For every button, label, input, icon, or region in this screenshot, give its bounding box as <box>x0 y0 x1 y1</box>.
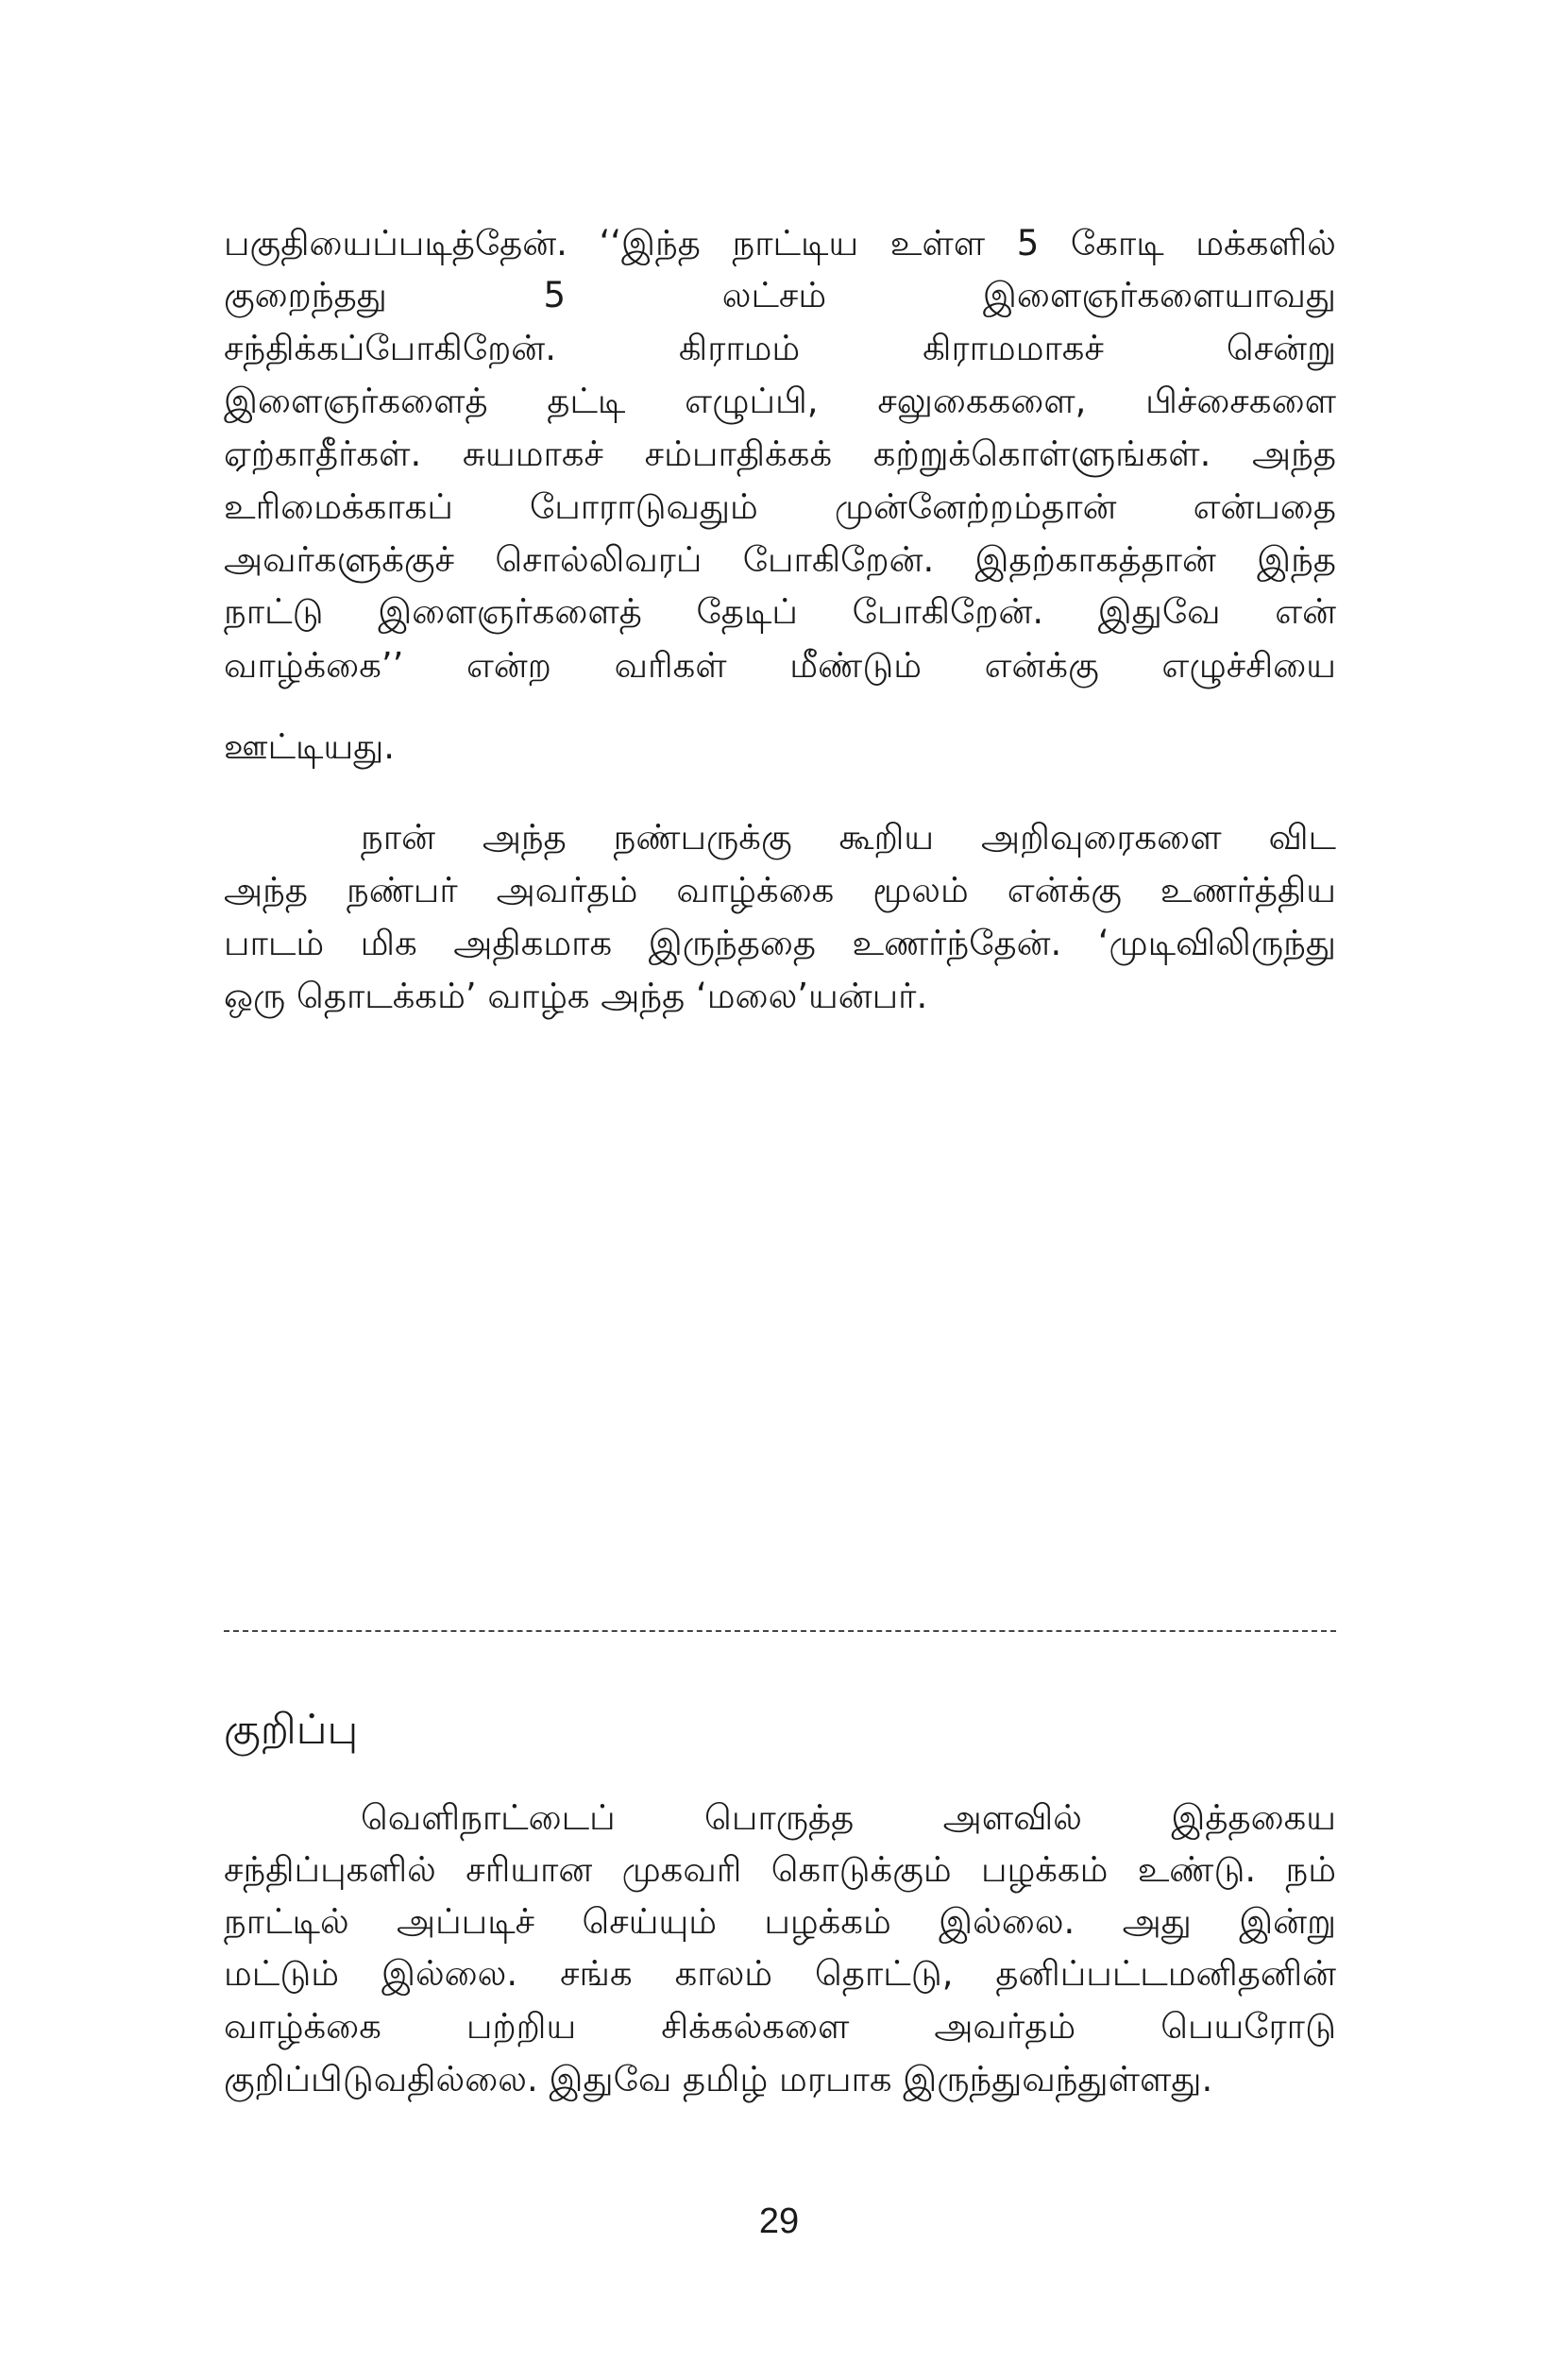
paragraph-line: குறிப்பிடுவதில்லை. இதுவே தமிழ் மரபாக இருந்துவந்துள்ளது. <box>224 2059 1213 2100</box>
paragraph-line: வாழ்க்கை’’ என்ற வரிகள் மீண்டும் என்க்கு எழுச்சியை <box>224 645 1336 686</box>
paragraph-line: மட்டும் இல்லை. சங்க காலம் தொட்டு, தனிப்பட்டமனிதனின் <box>224 1953 1336 1994</box>
paragraph-line: சந்திக்கப்போகிறேன். கிராமம் கிராமமாகச் சென்று <box>224 328 1336 368</box>
paragraph-line: ஏற்காதீர்கள். சுயமாகச் சம்பாதிக்கக் கற்றுக்கொள்ளுங்கள். அந்த <box>224 434 1336 474</box>
paragraph-line: சந்திப்புகளில் சரியான முகவரி கொடுக்கும் பழக்கம் உண்டு. நம் <box>224 1849 1336 1890</box>
page-number: 29 <box>758 2202 800 2241</box>
paragraph-line: அந்த நண்பர் அவர்தம் வாழ்க்கை மூலம் என்க்கு உணர்த்திய <box>224 870 1336 910</box>
paragraph-line: நாட்டில் அப்படிச் செய்யும் பழக்கம் இல்லை. அது இன்று <box>224 1901 1336 1942</box>
paragraph-line: வாழ்க்கை பற்றிய சிக்கல்களை அவர்தம் பெயரோடு <box>224 2006 1336 2047</box>
note-heading: குறிப்பு <box>224 1706 359 1754</box>
paragraph-line: ஒரு தொடக்கம்’ வாழ்க அந்த ‘மலை’யன்பர். <box>224 976 928 1016</box>
paragraph-line: பாடம் மிக அதிகமாக இருந்ததை உணர்ந்தேன். ‘முடிவிலிருந்து <box>224 923 1336 963</box>
dashed-separator <box>224 1630 1336 1632</box>
paragraph-line: உரிமைக்காகப் போராடுவதும் முன்னேற்றம்தான் என்பதை <box>224 486 1336 527</box>
paragraph-line: நாட்டு இளைஞர்களைத் தேடிப் போகிறேன். இதுவே என் <box>224 591 1336 632</box>
paragraph-line: இளைஞர்களைத் தட்டி எழுப்பி, சலுகைகளை, பிச்சைகளை <box>224 381 1336 421</box>
paragraph-line: பகுதியைப்படித்தேன். ‘‘இந்த நாட்டிய உள்ள 5 கோடி மக்களில் <box>224 223 1336 264</box>
paragraph-line: வெளிநாட்டைப் பொருத்த அளவில் இத்தகைய <box>361 1797 1336 1838</box>
paragraph-line: குறைந்தது 5 லட்சம் இளைஞர்களையாவது <box>224 275 1336 315</box>
paragraph-line: அவர்களுக்குச் சொல்லிவரப் போகிறேன். இதற்காகத்தான் இந்த <box>224 539 1336 580</box>
paragraph-line: நான் அந்த நண்பருக்கு கூறிய அறிவுரைகளை விட <box>361 817 1336 858</box>
paragraph-line: ஊட்டியது. <box>224 726 396 767</box>
